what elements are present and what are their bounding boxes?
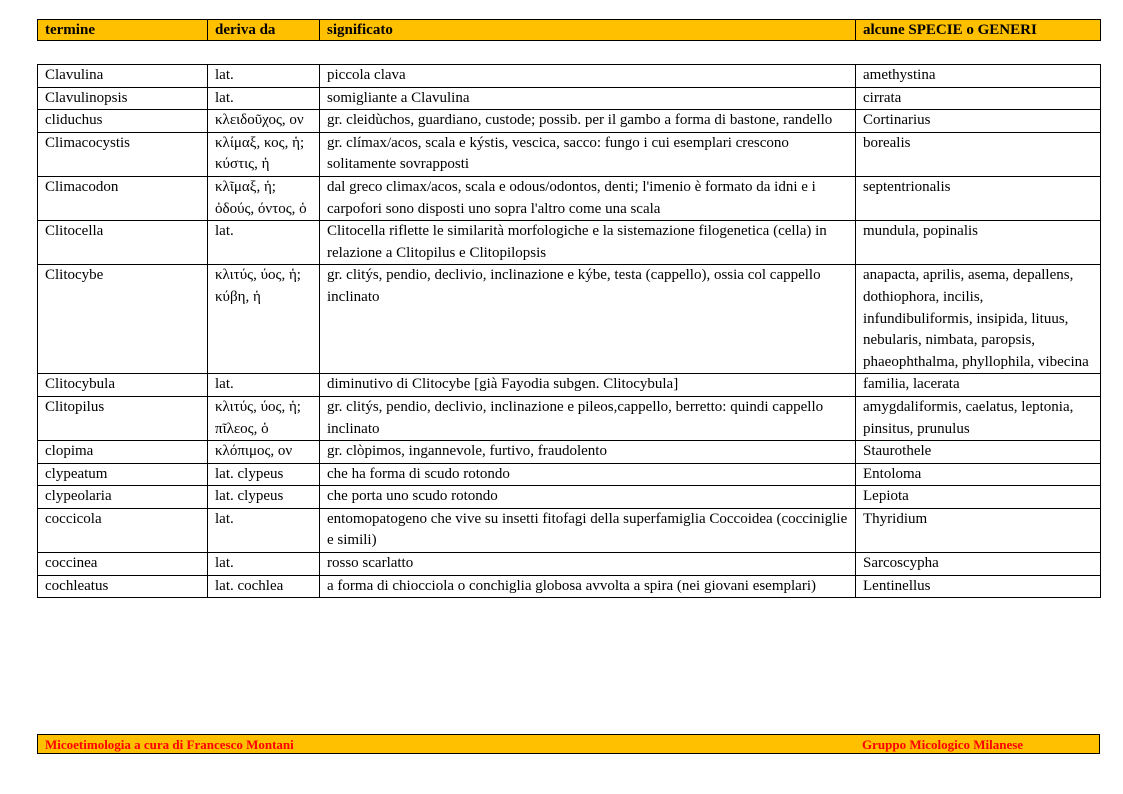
cell-deriva-da: κλιτύς, ύος, ἡ; πῖλεος, ὁ [208,396,320,440]
cell-significato: piccola clava [320,65,856,88]
cell-significato: a forma di chiocciola o conchiglia globosa avvolta a spira (nei giovani esemplari) [320,575,856,598]
cell-deriva-da: κλειδοῦχος, ον [208,110,320,133]
cell-significato: gr. clímax/acos, scala e kýstis, vescica, sacco: fungo i cui esemplari crescono solitamente sovrapposti [320,132,856,176]
cell-significato: rosso scarlatto [320,553,856,576]
table-row [38,221,1101,265]
cell-specie: amygdaliformis, caelatus, leptonia, pinsitus, prunulus [856,396,1101,440]
cell-specie: borealis [856,132,1101,176]
cell-significato: Clitocella riflette le similarità morfologiche e la sistemazione filogenetica (cella) in relazione a Clitopilus e Clitopilopsis [320,221,856,265]
cell-significato: gr. cleidùchos, guardiano, custode; possib. per il gambo a forma di bastone, randello [320,110,856,133]
cell-termine: Clitocybula [38,374,208,397]
cell-deriva-da: lat. clypeus [208,486,320,509]
cell-deriva-da: lat. cochlea [208,575,320,598]
cell-termine: cliduchus [38,110,208,133]
cell-specie: mundula, popinalis [856,221,1101,265]
cell-significato: diminutivo di Clitocybe [già Fayodia subgen. Clitocybula] [320,374,856,397]
cell-termine: coccinea [38,553,208,576]
cell-termine: Climacocystis [38,132,208,176]
column-header-bar [37,19,1101,41]
cell-deriva-da: κλίμαξ, κος, ἡ; κύστις, ἡ [208,132,320,176]
cell-deriva-da: lat. clypeus [208,463,320,486]
footer-bar [37,734,1100,754]
table-row [38,441,1101,464]
cell-termine: Climacodon [38,176,208,220]
cell-specie: Entoloma [856,463,1101,486]
cell-deriva-da: lat. [208,553,320,576]
cell-deriva-da: lat. [208,221,320,265]
table-row [38,87,1101,110]
table-row [38,508,1101,552]
cell-termine: coccicola [38,508,208,552]
cell-deriva-da: lat. [208,508,320,552]
footer-author: Micoetimologia a cura di Francesco Montani [45,737,294,752]
cell-significato: somigliante a Clavulina [320,87,856,110]
cell-termine: clypeatum [38,463,208,486]
table-row [38,110,1101,133]
cell-specie: Thyridium [856,508,1101,552]
table-row [38,575,1101,598]
cell-deriva-da: κλῖμαξ, ἡ; ὀδούς, όντος, ὁ [208,176,320,220]
table-row [38,65,1101,88]
cell-termine: Clitocella [38,221,208,265]
cell-termine: Clavulinopsis [38,87,208,110]
cell-termine: cochleatus [38,575,208,598]
cell-specie: cirrata [856,87,1101,110]
table-row [38,396,1101,440]
cell-significato: entomopatogeno che vive su insetti fitofagi della superfamiglia Coccoidea (cocciniglie e simili) [320,508,856,552]
cell-specie: Lepiota [856,486,1101,509]
table-row [38,176,1101,220]
cell-significato: gr. clitýs, pendio, declivio, inclinazione e pileos,cappello, berretto: quindi cappello inclinato [320,396,856,440]
cell-specie: familia, lacerata [856,374,1101,397]
cell-significato: gr. clòpimos, ingannevole, furtivo, fraudolento [320,441,856,464]
cell-deriva-da: lat. [208,65,320,88]
cell-specie: Lentinellus [856,575,1101,598]
cell-specie: amethystina [856,65,1101,88]
cell-specie: Sarcoscypha [856,553,1101,576]
cell-deriva-da: lat. [208,87,320,110]
cell-specie: anapacta, aprilis, asema, depallens, dothiophora, incilis, infundibuliformis, insipida, lituus, nebularis, nimbata, paropsis, phaeophthalma, phyllophila, vibecina [856,265,1101,374]
cell-deriva-da: κλιτύς, ύος, ἡ; κύβη, ἡ [208,265,320,374]
etymology-table [37,64,1101,598]
table-row [38,265,1101,374]
cell-deriva-da: κλόπιμος, ον [208,441,320,464]
header-specie-generi: alcune SPECIE o GENERI [856,20,1101,41]
header-termine: termine [38,20,208,41]
table-row [38,463,1101,486]
table-row [38,553,1101,576]
table-row [38,132,1101,176]
cell-termine: Clitopilus [38,396,208,440]
footer-group: Gruppo Micologico Milanese [862,737,1024,752]
cell-significato: gr. clitýs, pendio, declivio, inclinazione e kýbe, testa (cappello), ossia col cappello inclinato [320,265,856,374]
header-significato: significato [320,20,856,41]
cell-specie: septentrionalis [856,176,1101,220]
cell-deriva-da: lat. [208,374,320,397]
header-deriva-da: deriva da [208,20,320,41]
cell-significato: che porta uno scudo rotondo [320,486,856,509]
etymology-table-body [38,65,1101,598]
cell-termine: Clavulina [38,65,208,88]
cell-significato: che ha forma di scudo rotondo [320,463,856,486]
cell-specie: Cortinarius [856,110,1101,133]
cell-significato: dal greco climax/acos, scala e odous/odontos, denti; l'imenio è formato da idni e i carpofori sono disposti uno sopra l'altro come una scala [320,176,856,220]
table-row [38,374,1101,397]
cell-termine: Clitocybe [38,265,208,374]
cell-termine: clypeolaria [38,486,208,509]
table-row [38,486,1101,509]
cell-specie: Staurothele [856,441,1101,464]
cell-termine: clopima [38,441,208,464]
